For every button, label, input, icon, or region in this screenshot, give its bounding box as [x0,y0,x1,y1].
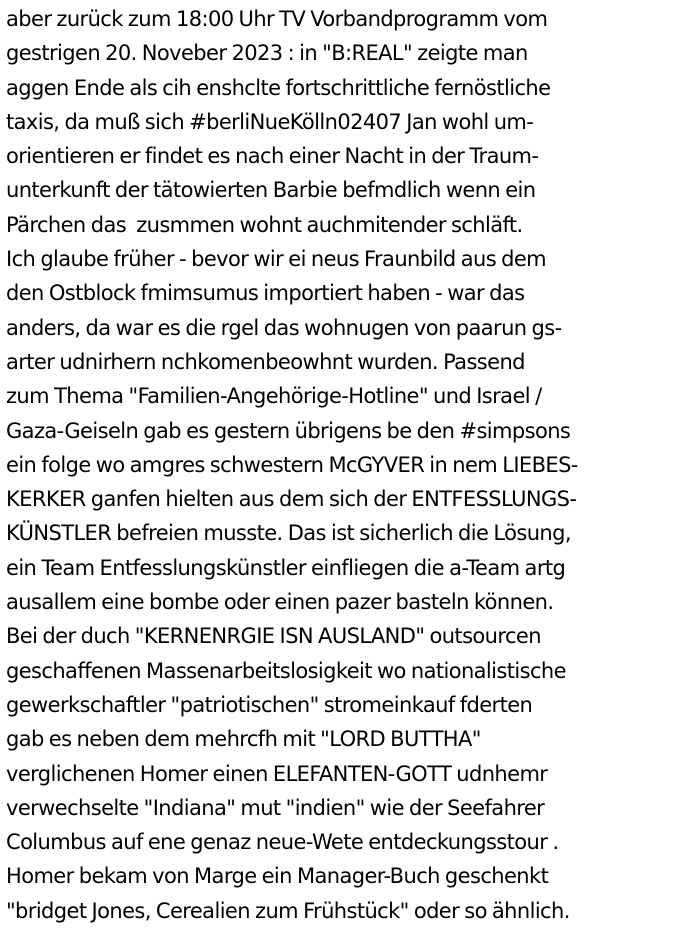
text-line-13: Gaza-Geiseln gab es gestern übrigens be den #simpsons [6,418,571,443]
text-line-20: geschaffenen Massenarbeitslosigkeit wo nationalistische [6,658,566,683]
text-line-14: ein folge wo amgres schwestern McGYVER in nem LIEBES- [6,452,578,477]
text-line-4: taxis, da muß sich #berliNueKölln02407 Jan wohl um- [6,109,534,134]
text-line-11: arter udnirhern nchkomenbeowhnt wurden. Passend [6,349,525,374]
text-line-27: "bridget Jones, Cerealien zum Frühstück" oder so ähnlich. [6,898,570,923]
text-line-3: aggen Ende als cih enshclte fortschrittliche fernöstliche [6,75,551,100]
text-line-24: verwechselte "Indiana" mut "indien" wie der Seefahrer [6,795,545,820]
text-line-25: Columbus auf ene genaz neue-Wete entdeckungsstour . [6,830,559,855]
text-line-2: gestrigen 20. Novеber 2023 : in "B:REAL" zeigte man [6,41,528,66]
text-line-16: KÜNSTLER befreien musste. Das ist sicherlich die Lösung, [6,521,571,546]
text-line-10: anders, da war es die rgel das wohnugen von paarun gs- [6,315,562,340]
text-line-19: Bei der duch "KERNENRGIE ISN AUSLAND" outsourcen [6,624,541,649]
text-line-5: orientieren er findet es nach einer Nacht in der Traum- [6,144,539,169]
text-line-22: gab es neben dem mehrcfh mit "LORD BUTTHA" [6,727,481,752]
text-line-6: unterkunft der tätowierten Barbie befmdlich wenn ein [6,178,536,203]
text-line-21: gewerkschaftler "patriotischen" stromeinkauf fderten [6,692,533,717]
text-line-23: verglichenen Homer einen ELEFANTEN-GOTT udnhemr [6,761,548,786]
text-line-8: Ich glaube früher - bevor wir ei neus Fraunbild aus dem [6,247,547,272]
text-line-9: den Ostblock fmimsumus importiert haben - war das [6,281,525,306]
text-line-17: ein Team Entfesslungskünstler einfliegen die a-Team artg [6,555,566,580]
text-line-12: zum Thema "Familien-Angehörige-Hotline" und Israel / [6,384,542,409]
text-line-18: ausallem eine bombe oder einen pazer basteln können. [6,590,554,615]
text-line-15: KERKER ganfen hielten aus dem sich der ENTFESSLUNGS- [6,487,577,512]
text-line-1: aber zurück zum 18:00 Uhr TV Vorbandprogramm vom [6,7,548,31]
document-text [6,2,682,928]
text-line-26: Homer bekam von Marge ein Manager-Buch geschenkt [6,864,549,889]
text-line-7: Pärchen das zusmmen wohnt auchmitender schläft. [6,212,523,237]
